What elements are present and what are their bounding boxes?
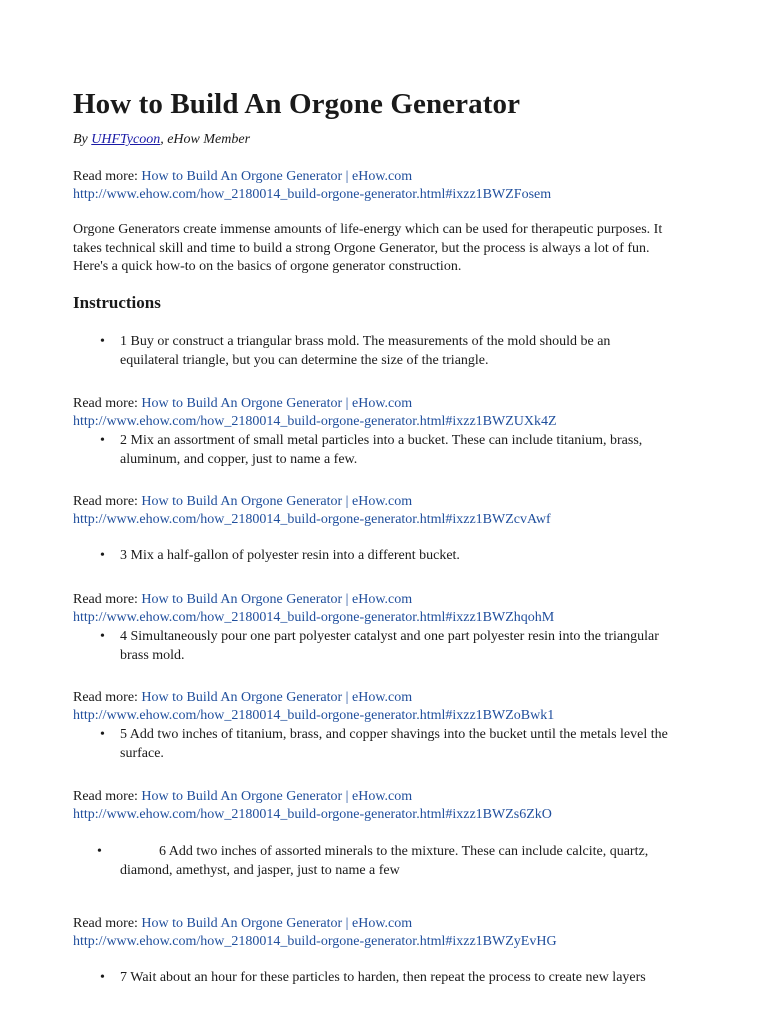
read-more-title-link[interactable]: How to Build An Orgone Generator | eHow.com [141,169,413,184]
read-more-url-link[interactable]: http://www.ehow.com/how_2180014_build-orgone-generator.html#ixzz1BWZhqohM [73,610,555,625]
list-item-step-1 [101,333,671,370]
read-more-url-link[interactable]: http://www.ehow.com/how_2180014_build-orgone-generator.html#ixzz1BWZUXk4Z [73,414,557,429]
byline-prefix: By [73,132,92,147]
list-item-step-6 [97,843,676,880]
read-more-title-link[interactable]: How to Build An Orgone Generator | eHow.com [141,396,413,411]
read-more-block [73,915,557,951]
list-item-step-2 [101,432,676,469]
read-more-block [73,689,554,725]
read-more-title-link[interactable]: How to Build An Orgone Generator | eHow.com [141,789,413,804]
author-link[interactable]: UHFTycoon [91,132,161,147]
step-text-content: 6 Add two inches of assorted minerals to the mixture. These can include calcite, quartz, diamond, amethyst, and jasper, just to name a few [120,844,649,878]
list-item-step-7 [101,969,676,988]
byline-suffix: , eHow Member [160,132,251,147]
step-text: 1 Buy or construct a triangular brass mold. The measurements of the mold should be an equilateral triangle, but you can determine the size of the triangle. [120,334,611,368]
list-item-step-4 [101,628,676,665]
read-more-block [73,395,557,431]
read-more-url-link[interactable]: http://www.ehow.com/how_2180014_build-orgone-generator.html#ixzz1BWZs6ZkO [73,807,552,822]
read-more-label: Read more: [73,494,142,509]
read-more-block [73,493,551,529]
read-more-label: Read more: [73,396,142,411]
read-more-block [73,788,552,824]
bullet: • [100,548,105,563]
read-more-url-link[interactable]: http://www.ehow.com/how_2180014_build-orgone-generator.html#ixzz1BWZyEvHG [73,934,557,949]
bullet: • [100,433,105,448]
read-more-title-link[interactable]: How to Build An Orgone Generator | eHow.com [141,690,413,705]
read-more-url-link[interactable]: http://www.ehow.com/how_2180014_build-orgone-generator.html#ixzz1BWZFosem [73,187,552,202]
step-text [101,843,676,880]
step-text: 5 Add two inches of titanium, brass, and copper shavings into the bucket until the metals level the surface. [120,727,668,761]
read-more-url-link[interactable]: http://www.ehow.com/how_2180014_build-orgone-generator.html#ixzz1BWZcvAwf [73,512,551,527]
read-more-title-link[interactable]: How to Build An Orgone Generator | eHow.com [141,592,413,607]
read-more-label: Read more: [73,169,142,184]
bullet: • [100,334,105,349]
list-item-step-5 [101,726,676,763]
read-more-label: Read more: [73,690,142,705]
page-title: How to Build An Orgone Generator [73,88,521,120]
byline [73,132,250,148]
step-text: 7 Wait about an hour for these particles to harden, then repeat the process to create new layers [120,970,646,985]
step-text: 3 Mix a half-gallon of polyester resin into a different bucket. [120,548,460,563]
bullet: • [100,629,105,644]
read-more-title-link[interactable]: How to Build An Orgone Generator | eHow.com [141,494,413,509]
bullet: • [100,970,105,985]
instructions-heading: Instructions [73,293,161,312]
read-more-label: Read more: [73,789,142,804]
read-more-url-link[interactable]: http://www.ehow.com/how_2180014_build-orgone-generator.html#ixzz1BWZoBwk1 [73,708,555,723]
intro-paragraph: Orgone Generators create immense amounts of life-energy which can be used for therapeutic purposes. It takes technical skill and time to build a strong Orgone Generator, but the process is always a lot of fun. Here's a quick how-to on the basics of orgone generator construction. [73,222,663,274]
step-text: 2 Mix an assortment of small metal particles into a bucket. These can include titanium, brass, aluminum, and copper, just to name a few. [120,433,643,467]
read-more-label: Read more: [73,916,142,931]
read-more-label: Read more: [73,592,142,607]
read-more-title-link[interactable]: How to Build An Orgone Generator | eHow.com [141,916,413,931]
bullet: • [97,844,102,859]
read-more-block [73,168,551,204]
bullet: • [100,727,105,742]
list-item-step-3 [101,547,676,566]
step-text: 4 Simultaneously pour one part polyester catalyst and one part polyester resin into the triangular brass mold. [120,629,659,663]
read-more-block [73,591,554,627]
